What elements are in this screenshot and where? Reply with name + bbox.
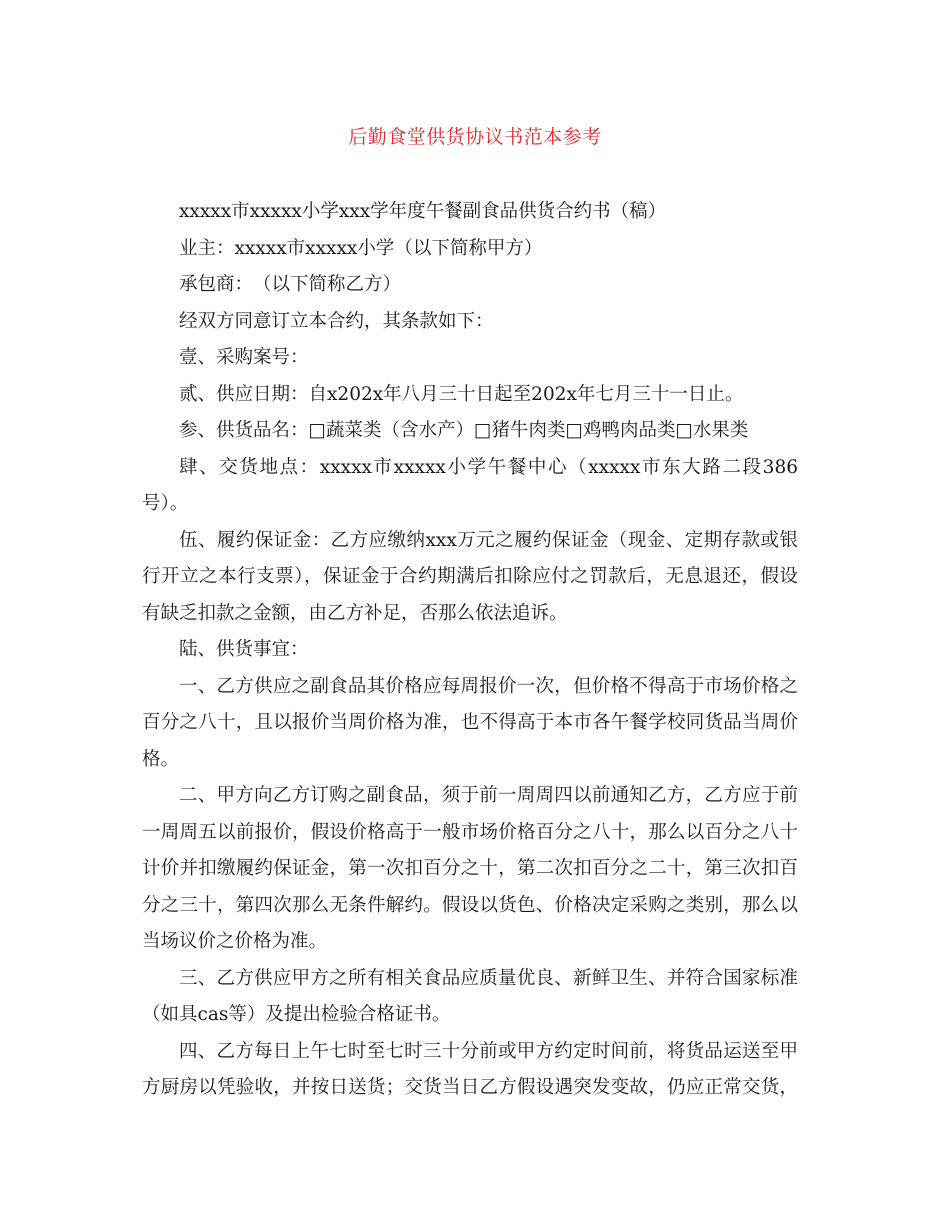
clause-6-supply-matters: 陆、供货事宜： [179,639,309,660]
supply-item-1: 一、乙方供应之副食品其价格应每周报价一次，但价格不得高于市场价格之百分之八十，且以报价当周价格为准，也不得高于本市各午餐学校同货品当周价格。 [142,675,798,770]
agreement-intro: 经双方同意订立本合约，其条款如下： [179,310,494,332]
clause-5-performance-bond: 伍、履约保证金：乙方应缴纳xxx万元之履约保证金（现金、定期存款或银行开立之本行支票），保证金于合约期满后扣除应付之罚款后，无息退还，假设有缺乏扣款之金额，由乙方补足，否那么依法追诉。 [142,529,798,624]
supply-item-3: 三、乙方供应甲方之所有相关食品应质量优良、新鲜卫生、并符合国家标准（如具cas等）及提出检验合格证书。 [142,967,798,1025]
clause-2-supply-date: 贰、供应日期：自x202x年八月三十日起至202x年七月三十一日止。 [179,383,744,405]
document-body [142,194,798,1107]
clause-1-case-number: 壹、采购案号： [179,347,309,368]
contract-heading: xxxxx市xxxxx小学xxx学年度午餐副食品供货合约书（稿） [179,201,667,222]
clause-3-goods-names: 参、供货品名：□蔬菜类（含水产）□猪牛肉类□鸡鸭肉品类□水果类 [179,420,749,441]
supply-item-4: 四、乙方每日上午七时至七时三十分前或甲方约定时间前，将货品运送至甲方厨房以凭验收，并按日送货；交货当日乙方假设遇突发变故，仍应正常交货， [142,1040,798,1098]
party-contractor: 承包商： （以下简称乙方） [179,274,402,295]
clause-4-delivery-location: 肆、交货地点：xxxxx市xxxxx小学午餐中心（xxxxx市东大路二段386号）。 [142,456,798,514]
supply-item-2: 二、甲方向乙方订购之副食品，须于前一周周四以前通知乙方，乙方应于前一周周五以前报价，假设价格高于一般市场价格百分之八十，那么以百分之八十计价并扣缴履约保证金，第一次扣百分之十，第二次扣百分之二十，第三次扣百分之三十，第四次那么无条件解约。假设以货色、价格决定采购之类别，那么以当场议价之价格为准。 [142,785,798,952]
party-owner: 业主：xxxxx市xxxxx小学（以下简称甲方） [179,237,543,259]
document-title: 后勤食堂供货协议书范本参考 [348,126,602,148]
